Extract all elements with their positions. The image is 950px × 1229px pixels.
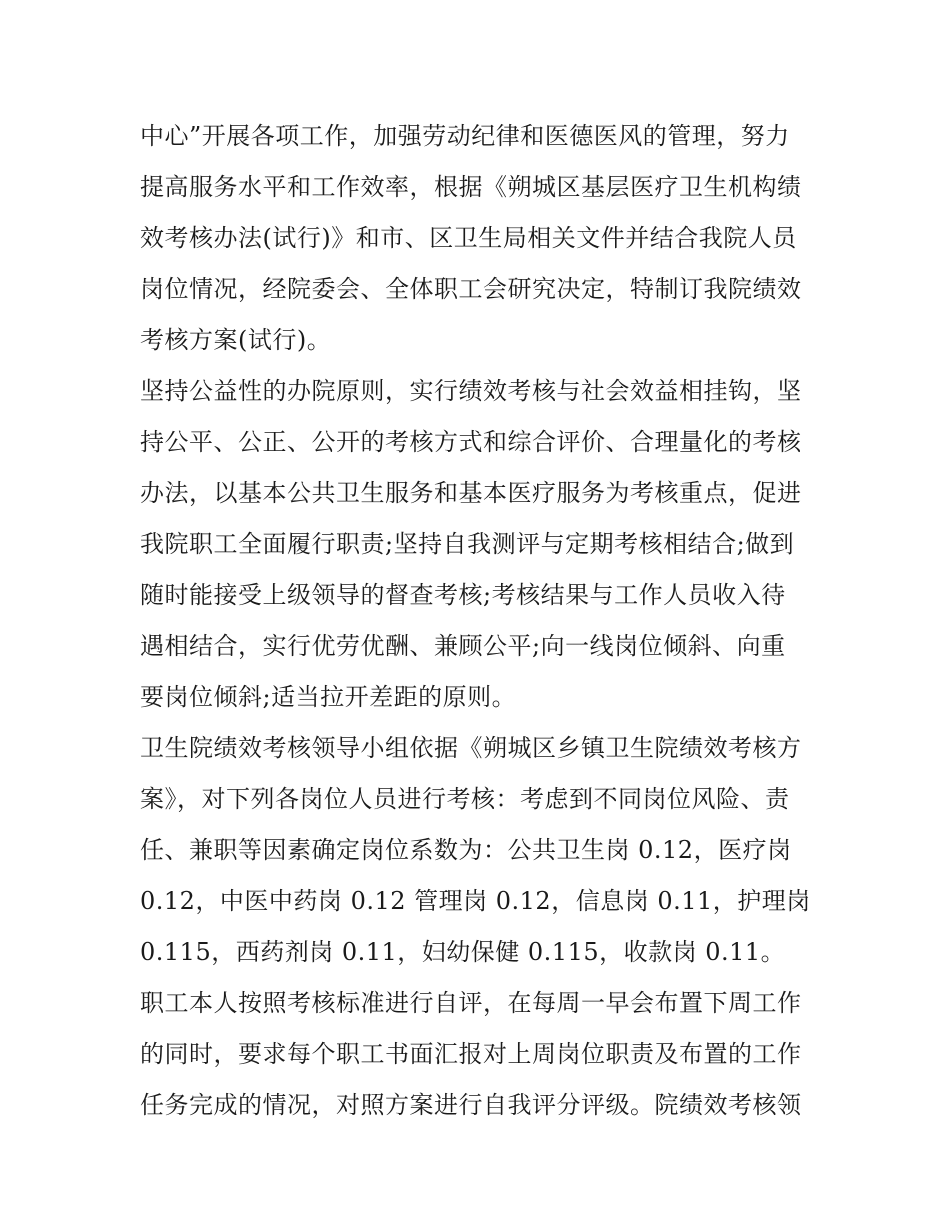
- paragraph-self-assessment: [140, 978, 820, 1131]
- text-line: 随时能接受上级领导的督查考核;考核结果与工作人员收入待: [140, 581, 786, 609]
- text-line: 效考核办法(试行)》和市、区卫生局相关文件并结合我院人员: [140, 224, 797, 252]
- text-line: 提高服务水平和工作效率，根据《朔城区基层医疗卫生机构绩: [140, 173, 802, 201]
- text-line: 卫生院绩效考核领导小组依据《朔城区乡镇卫生院绩效考核方: [140, 734, 802, 762]
- text-line: 案》，对下列各岗位人员进行考核：考虑到不同岗位风险、责: [140, 785, 790, 813]
- text-line: 任、兼职等因素确定岗位系数为：公共卫生岗 0.12，医疗岗: [140, 836, 792, 864]
- text-line: 职工本人按照考核标准进行自评，在每周一早会布置下周工作: [140, 989, 802, 1017]
- text-line: 岗位情况，经院委会、全体职工会研究决定，特制订我院绩效: [140, 275, 802, 303]
- text-line: 0.12，中医中药岗 0.12 管理岗 0.12，信息岗 0.11，护理岗: [140, 887, 811, 915]
- text-line: 中心”开展各项工作，加强劳动纪律和医德医风的管理，努力: [140, 122, 790, 150]
- text-line: 考核方案(试行)。: [140, 326, 332, 354]
- text-line: 办法，以基本公共卫生服务和基本医疗服务为考核重点，促进: [140, 479, 802, 507]
- text-line: 坚持公益性的办院原则，实行绩效考核与社会效益相挂钩，坚: [140, 377, 802, 405]
- text-line: 要岗位倾斜;适当拉开差距的原则。: [140, 683, 517, 711]
- text-line: 持公平、公正、公开的考核方式和综合评价、合理量化的考核: [140, 428, 802, 456]
- text-line: 我院职工全面履行职责;坚持自我测评与定期考核相结合;做到: [140, 530, 795, 558]
- document-body: [140, 111, 820, 1131]
- text-line: 0.115，西药剂岗 0.11，妇幼保健 0.115，收款岗 0.11。: [140, 938, 786, 966]
- paragraph-intro: [140, 111, 820, 366]
- text-line: 任务完成的情况，对照方案进行自我评分评级。院绩效考核领: [140, 1091, 802, 1119]
- paragraph-principles: [140, 366, 820, 723]
- text-line: 遇相结合，实行优劳优酬、兼顾公平;向一线岗位倾斜、向重: [140, 632, 786, 660]
- paragraph-coefficients: [140, 723, 820, 978]
- text-line: 的同时，要求每个职工书面汇报对上周岗位职责及布置的工作: [140, 1040, 802, 1068]
